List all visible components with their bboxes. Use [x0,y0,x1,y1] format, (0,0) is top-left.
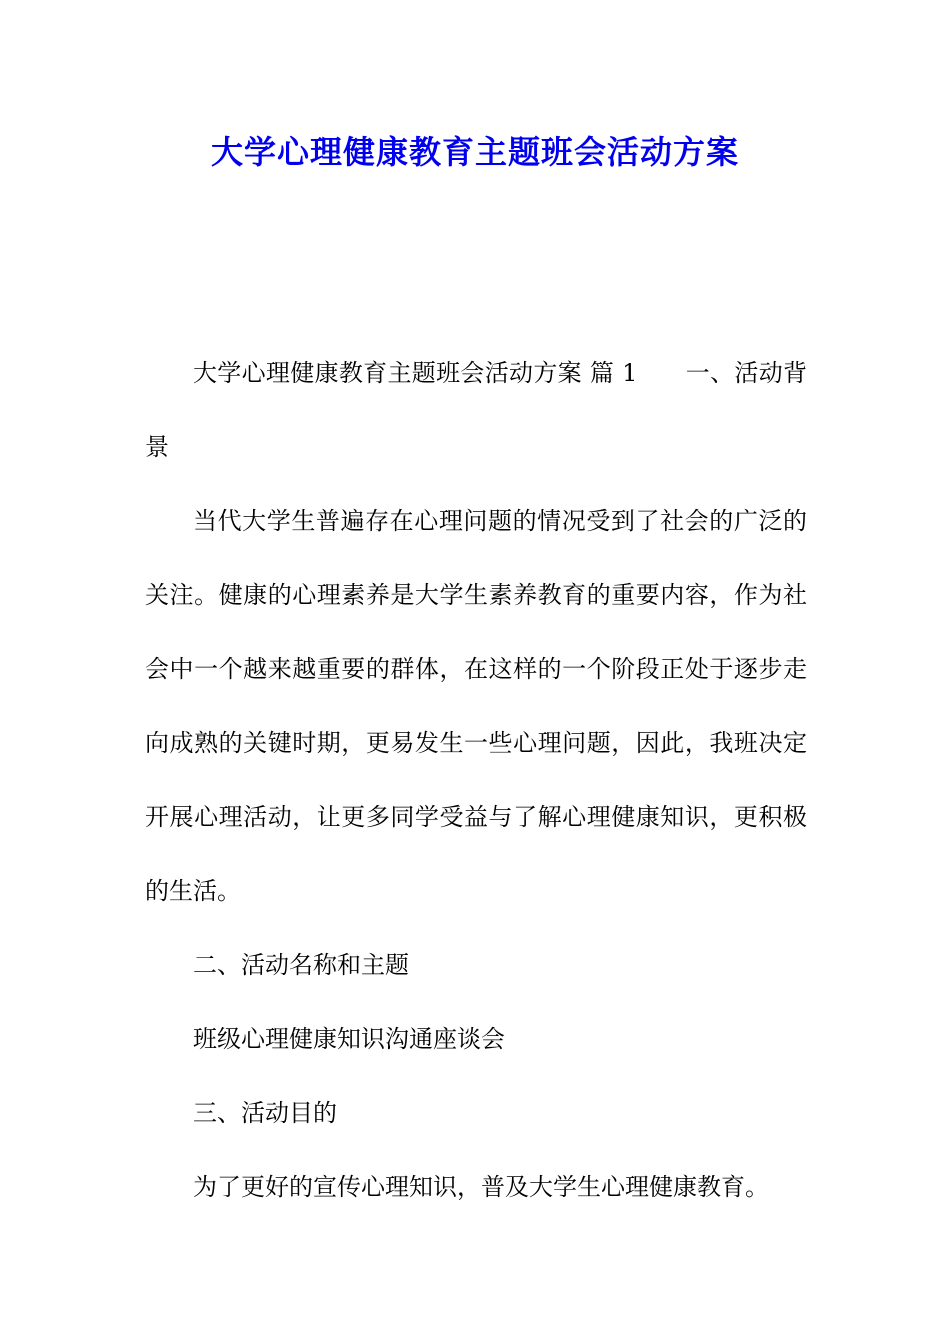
paragraph-section-heading-1 [145,336,807,484]
paragraph-background: 当代大学生普遍存在心理问题的情况受到了社会的广泛的关注。健康的心理素养是大学生素养教育的重要内容，作为社会中一个越来越重要的群体，在这样的一个阶段正处于逐步走向成熟的关键时期，更易发生一些心理问题，因此，我班决定开展心理活动，让更多同学受益与了解心理健康知识，更积极的生活。 [145,507,807,905]
document-body [145,336,807,1224]
paragraph-activity-name: 班级心理健康知识沟通座谈会 [193,1025,505,1053]
heading-activity-name: 二、活动名称和主题 [193,951,409,979]
subsection-heading-background: 一、活动背景 [145,359,808,461]
document-title: 大学心理健康教育主题班会活动方案 [210,133,739,171]
paragraph-activity-purpose: 为了更好的宣传心理知识，普及大学生心理健康教育。 [193,1173,769,1201]
section-label: 大学心理健康教育主题班会活动方案 篇 1 [193,359,638,387]
heading-activity-purpose: 三、活动目的 [193,1099,337,1127]
